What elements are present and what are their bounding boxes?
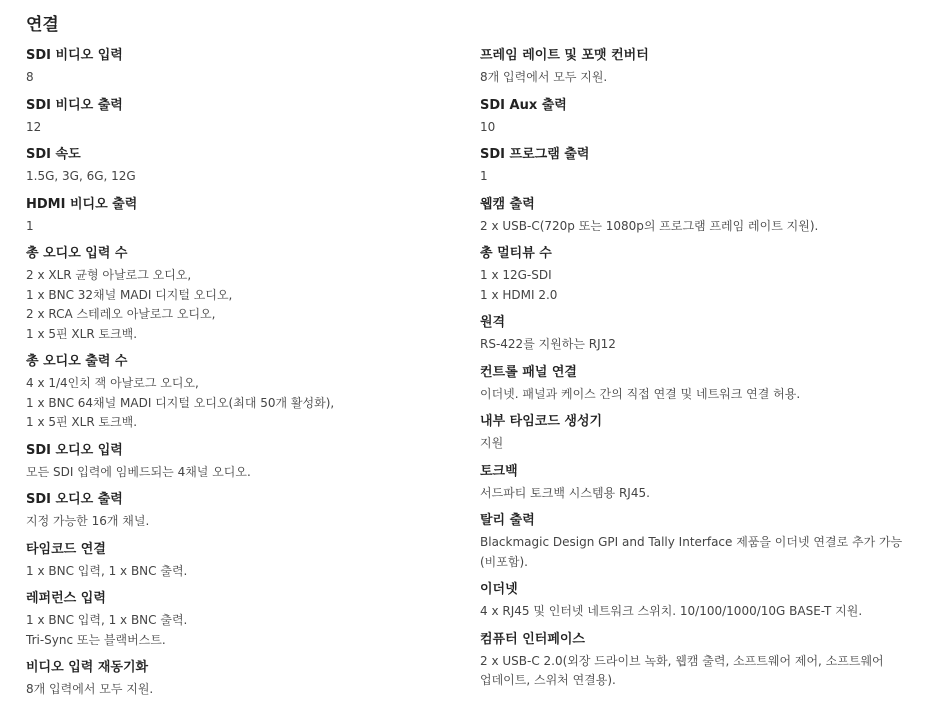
spec-value-line: Tri-Sync 또는 블랙버스트.	[26, 632, 166, 647]
spec-item	[26, 46, 456, 88]
spec-item	[480, 363, 920, 405]
spec-value-line: 8	[26, 70, 34, 84]
spec-label: SDI 비디오 입력	[26, 48, 123, 63]
spec-value-line: 1 x BNC 입력, 1 x BNC 출력.	[26, 613, 188, 627]
spec-label: HDMI 비디오 출력	[26, 196, 138, 212]
spec-value-line: 10	[480, 119, 496, 134]
spec-item	[26, 96, 456, 138]
spec-value-line: 업데이트, 스위처 연결용).	[480, 673, 616, 687]
spec-value-line: RS-422를 지원하는 RJ12	[480, 337, 616, 351]
spec-item	[26, 540, 456, 582]
spec-value-line: 1	[480, 169, 488, 183]
spec-item	[26, 145, 456, 187]
spec-label: 비디오 입력 재동기화	[26, 660, 149, 675]
spec-value-line: 1 x BNC 64채널 MADI 디지털 오디오(최대 50개 활성화),	[26, 395, 335, 410]
spec-item	[480, 96, 920, 138]
spec-label: 웹캠 출력	[480, 196, 535, 212]
spec-value-line: 1 x BNC 32채널 MADI 디지털 오디오,	[26, 287, 233, 302]
spec-label: SDI 비디오 출력	[26, 97, 123, 113]
spec-value-line: 1 x HDMI 2.0	[480, 287, 558, 302]
spec-item	[26, 441, 456, 483]
spec-value-line: 1 x 5핀 XLR 토크백.	[26, 415, 138, 429]
spec-value-line: 2 x USB-C(720p 또는 1080p의 프로그램 프레임 레이트 지원).	[480, 218, 819, 233]
spec-item	[26, 352, 456, 433]
spec-value-line: 4 x RJ45 및 인터넷 네트워크 스위치. 10/100/1000/10G BASE-T 지원.	[480, 604, 863, 618]
spec-value-line: 지원	[480, 436, 504, 450]
spec-item	[480, 412, 920, 454]
spec-item	[26, 244, 456, 344]
spec-label: 토크백	[480, 463, 518, 479]
spec-value-line: 8개 입력에서 모두 지원.	[480, 70, 608, 84]
spec-label: 프레임 레이트 및 포맷 컨버터	[480, 48, 649, 63]
spec-label: 컴퓨터 인터페이스	[480, 631, 585, 647]
spec-value-line: 4 x 1/4인치 잭 아날로그 오디오,	[26, 376, 199, 390]
spec-label: 컨트롤 패널 연결	[480, 364, 577, 380]
spec-value-line: Blackmagic Design GPI and Tally Interface 제품을 이더넷 연결로 추가 가능	[480, 535, 903, 549]
spec-value-line: (비포함).	[480, 554, 528, 569]
spec-item	[480, 244, 920, 305]
spec-item	[480, 46, 920, 88]
spec-label: 타임코드 연결	[26, 541, 106, 557]
spec-value-line: 12	[26, 119, 42, 134]
spec-column-right	[480, 46, 920, 699]
spec-label: 이더넷	[480, 582, 518, 597]
spec-item	[480, 462, 920, 504]
spec-label: SDI 오디오 입력	[26, 442, 123, 458]
spec-label: 원격	[480, 315, 506, 330]
spec-value-line: 1 x 12G-SDI	[480, 268, 552, 282]
spec-value-line: 1.5G, 3G, 6G, 12G	[26, 169, 136, 183]
spec-value-line: 지정 가능한 16개 채널.	[26, 514, 150, 528]
spec-value-line: 모든 SDI 입력에 임베드되는 4채널 오디오.	[26, 464, 251, 479]
spec-item	[480, 511, 920, 572]
spec-item	[480, 630, 920, 691]
spec-value-line: 2 x RCA 스테레오 아날로그 오디오,	[26, 307, 216, 321]
spec-item	[480, 145, 920, 187]
section-title: 연결	[26, 15, 59, 35]
spec-value-line: 8개 입력에서 모두 지원.	[26, 682, 154, 696]
spec-item	[26, 490, 456, 532]
spec-value-line: 서드파티 토크백 시스템용 RJ45.	[480, 485, 650, 500]
spec-label: SDI 오디오 출력	[26, 492, 123, 507]
spec-label: 내부 타임코드 생성기	[480, 414, 603, 429]
spec-value-line: 1	[26, 218, 34, 233]
spec-label: SDI 속도	[26, 147, 81, 162]
spec-label: 총 오디오 출력 수	[26, 354, 128, 369]
spec-value-line: 2 x XLR 균형 아날로그 오디오,	[26, 268, 192, 282]
spec-item	[480, 313, 920, 355]
spec-label: 총 멀티뷰 수	[480, 246, 552, 261]
spec-label: 탈리 출력	[480, 513, 535, 528]
spec-label: SDI Aux 출력	[480, 97, 567, 113]
spec-column-left	[26, 46, 456, 708]
spec-label: SDI 프로그램 출력	[480, 147, 590, 162]
spec-item	[26, 195, 456, 237]
spec-label: 레퍼런스 입력	[26, 591, 106, 606]
spec-value-line: 2 x USB-C 2.0(외장 드라이브 녹화, 웹캠 출력, 소프트웨어 제어, 소프트웨어	[480, 653, 884, 668]
spec-label: 총 오디오 입력 수	[26, 246, 128, 261]
spec-value-line: 이더넷. 패널과 케이스 간의 직접 연결 및 네트워크 연결 허용.	[480, 386, 801, 401]
spec-item	[480, 195, 920, 237]
spec-item	[26, 658, 456, 700]
spec-value-line: 1 x BNC 입력, 1 x BNC 출력.	[26, 563, 188, 578]
spec-item	[26, 589, 456, 650]
spec-item	[480, 580, 920, 622]
spec-value-line: 1 x 5핀 XLR 토크백.	[26, 326, 138, 341]
